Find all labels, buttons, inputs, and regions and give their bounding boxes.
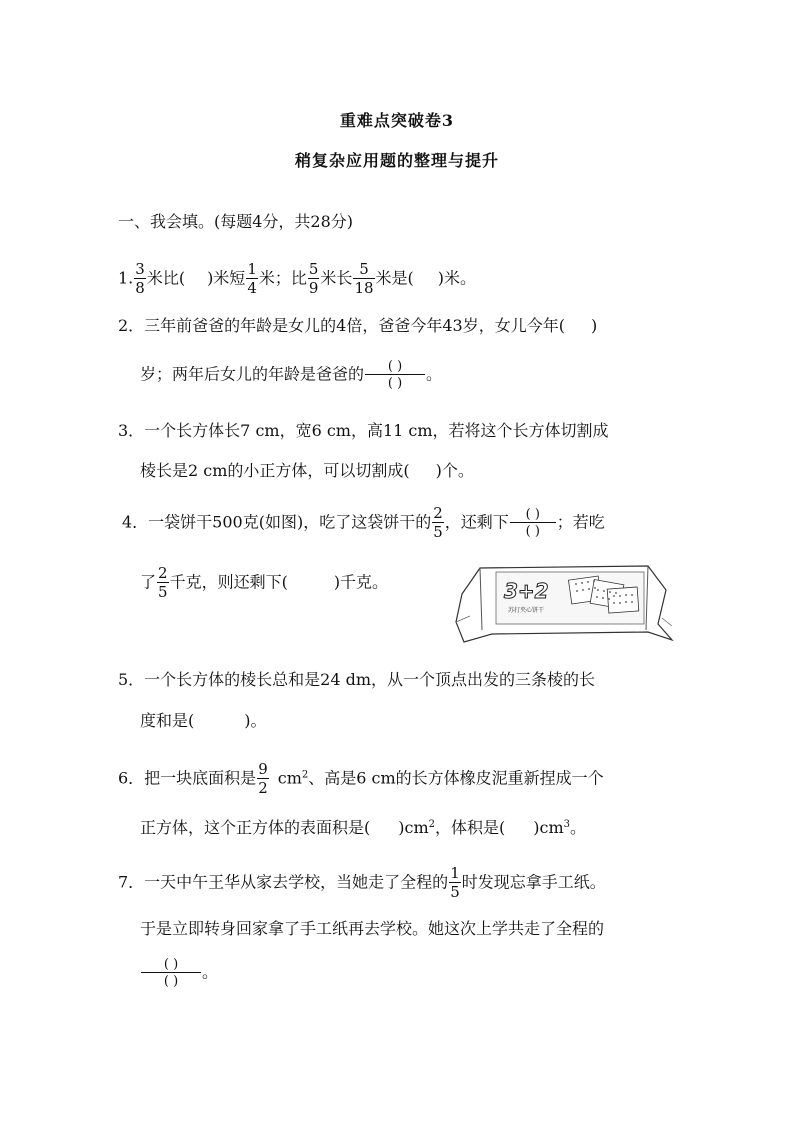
page-subtitle: 稍复杂应用题的整理与提升 <box>294 151 499 170</box>
section-heading: 一、我会填。(每题4分，共28分) <box>118 212 354 231</box>
brand-logo: 3+2 <box>504 579 549 603</box>
fraction: $\frac{1}{4}$ <box>247 260 257 297</box>
question-6-line-2: 正方体，这个正方体的表面积是( )$cm^2$，体积是( )$cm^3$。 <box>140 818 587 837</box>
question-7-line-3: $\frac{( )}{( )}$ 。 <box>140 958 218 988</box>
question-2-line-1: 2．三年前爸爸的年龄是女儿的4倍，爸爸今年43岁，女儿今年( ) <box>118 316 598 335</box>
fraction: $\frac{5}{9}$ <box>308 260 319 297</box>
question-3-line-2: 棱长是2 cm的小正方体，可以切割成( )个。 <box>140 461 474 480</box>
fraction: $\frac{2}{5}$ <box>433 504 443 541</box>
question-5-line-2: 度和是( )。 <box>140 711 267 730</box>
question-4-line-1: 4．一袋饼干500克(如图)，吃了这袋饼干的 $\frac{2}{5}$ ，还剩下 $\frac{( )}{( )}$ ；若吃 <box>122 504 605 541</box>
fraction: $\frac{2}{5}$ <box>158 564 168 601</box>
question-1: 1. $\frac{3}{8}$ 米比( )米短 $\frac{1}{4}$ 米；比 $\frac{5}{9}$ 米长 $\frac{5}{18}$ 米是( )米。 <box>118 260 477 297</box>
biscuit-package-image <box>452 560 674 646</box>
question-3-line-1: 3．一个长方体长7 cm，宽6 cm，高11 cm，若将这个长方体切割成 <box>118 421 609 440</box>
question-2-line-2: 岁；两年后女儿的年龄是爸爸的 $\frac{( )}{( )}$ 。 <box>140 359 443 391</box>
page-title: 重难点突破卷3 <box>339 111 455 130</box>
question-5-line-1: 5．一个长方体的棱长总和是24 dm，从一个顶点出发的三条棱的长 <box>118 670 596 689</box>
answer-fraction-blank[interactable]: $\frac{( )}{( )}$ <box>510 508 556 538</box>
fraction: $\frac{5}{18}$ <box>354 260 374 297</box>
question-4-line-2: 了 $\frac{2}{5}$ 千克，则还剩下( )千克。 <box>140 564 389 601</box>
answer-fraction-blank[interactable]: $\frac{( )}{( )}$ <box>365 360 425 390</box>
fraction: $\frac{3}{8}$ <box>135 260 145 297</box>
fraction: $\frac{1}{5}$ <box>450 864 460 901</box>
fraction: $\frac{9}{2}$ <box>258 760 268 797</box>
question-7-line-1: 7．一天中午王华从家去学校，当她走了全程的 $\frac{1}{5}$ 时发现忘拿手工纸。 <box>118 864 606 901</box>
question-6-line-1: 6．把一块底面积是 $\frac{9}{2}$ $cm^2$、高是6 cm的长方体橡皮泥重新捏成一个 <box>118 760 604 797</box>
answer-fraction-blank[interactable]: $\frac{( )}{( )}$ <box>141 958 201 988</box>
package-caption: 苏打夹心饼干 <box>508 607 545 614</box>
question-7-line-2: 于是立即转身回家拿了手工纸再去学校。她这次上学共走了全程的 <box>140 919 605 938</box>
